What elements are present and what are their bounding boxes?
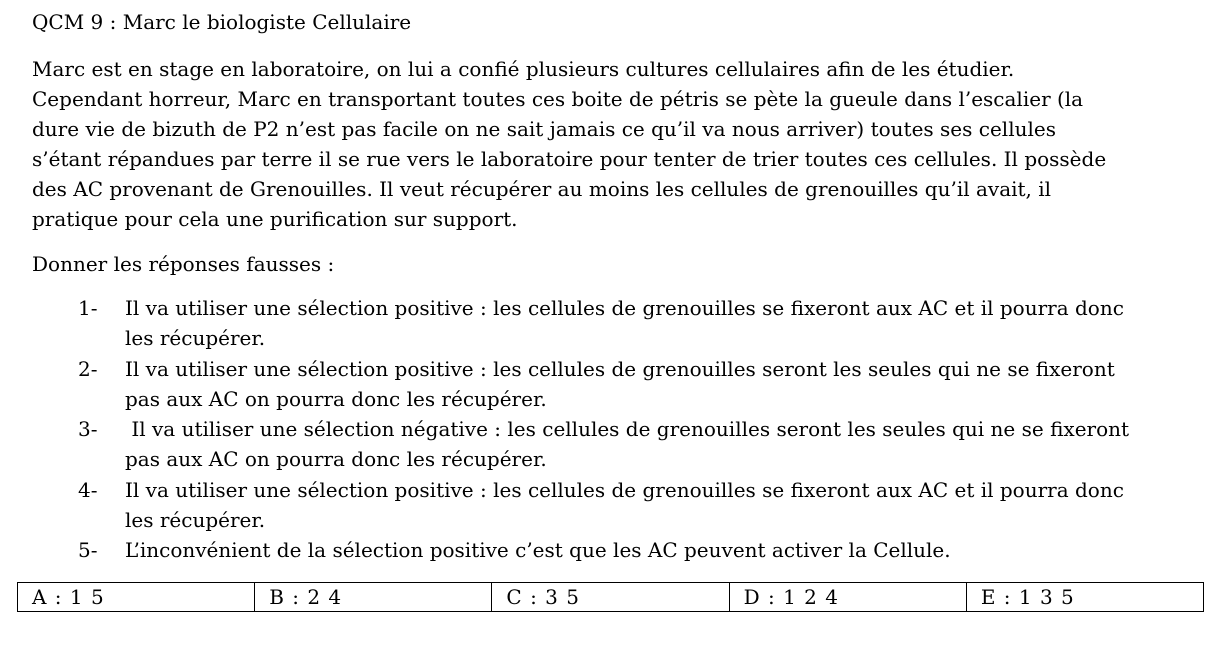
choice-list: [0, 293, 1231, 566]
answer-option-b[interactable]: B : 2 4: [255, 583, 492, 611]
statement-line: Cependant horreur, Marc en transportant toutes ces boite de pétris se pète la gueule dans l’escalier (la: [32, 87, 1084, 111]
choice-item-4: [0, 475, 1231, 536]
choice-text: pas aux AC on pourra donc les récupérer.: [125, 386, 547, 411]
answer-option-c[interactable]: C : 3 5: [492, 583, 729, 611]
choice-number: 1-: [78, 296, 98, 320]
choice-text: pas aux AC on pourra donc les récupérer.: [125, 447, 547, 472]
question-prompt: Donner les réponses fausses :: [32, 252, 335, 276]
choice-number: 3-: [78, 417, 98, 442]
choice-text: Il va utiliser une sélection positive : les cellules de grenouilles se fixeront aux AC et il pourra donc: [125, 296, 1124, 320]
choice-item-2: [0, 354, 1231, 415]
choice-text: Il va utiliser une sélection négative : les cellules de grenouilles seront les seules qui ne se fixeront: [125, 417, 1130, 442]
answer-table: [17, 582, 1204, 612]
choice-number: 2-: [78, 356, 98, 381]
answer-option-d[interactable]: D : 1 2 4: [730, 583, 967, 611]
choice-text: L’inconvénient de la sélection positive c’est que les AC peuvent activer la Cellule.: [125, 538, 951, 563]
choice-number: 4-: [78, 477, 98, 502]
statement-line: Marc est en stage en laboratoire, on lui a confié plusieurs cultures cellulaires afin de les étudier.: [32, 57, 1015, 81]
choice-item-1: [0, 293, 1231, 354]
choice-item-5: [0, 535, 1231, 565]
choice-item-3: [0, 414, 1231, 475]
question-statement: [32, 54, 1212, 234]
answer-option-e[interactable]: E : 1 3 5: [980, 585, 1075, 609]
question-title: QCM 9 : Marc le biologiste Cellulaire: [32, 10, 412, 34]
choice-number: 5-: [78, 538, 98, 563]
statement-line: dure vie de bizuth de P2 n’est pas facile on ne sait jamais ce qu’il va nous arriver) toutes ses cellules: [32, 117, 1056, 141]
answer-option-a[interactable]: A : 1 5: [18, 583, 255, 611]
choice-text: les récupérer.: [125, 508, 266, 533]
statement-line: s’étant répandues par terre il se rue vers le laboratoire pour tenter de trier toutes ces cellules. Il possède: [32, 147, 1107, 171]
choice-text: les récupérer.: [125, 326, 266, 351]
choice-text: Il va utiliser une sélection positive : les cellules de grenouilles seront les seules qui ne se fixeront: [125, 356, 1115, 381]
statement-line: pratique pour cela une purification sur support.: [32, 207, 518, 231]
statement-line: des AC provenant de Grenouilles. Il veut récupérer au moins les cellules de grenouilles qu’il avait, il: [32, 177, 1052, 201]
choice-text: Il va utiliser une sélection positive : les cellules de grenouilles se fixeront aux AC et il pourra donc: [125, 477, 1124, 502]
